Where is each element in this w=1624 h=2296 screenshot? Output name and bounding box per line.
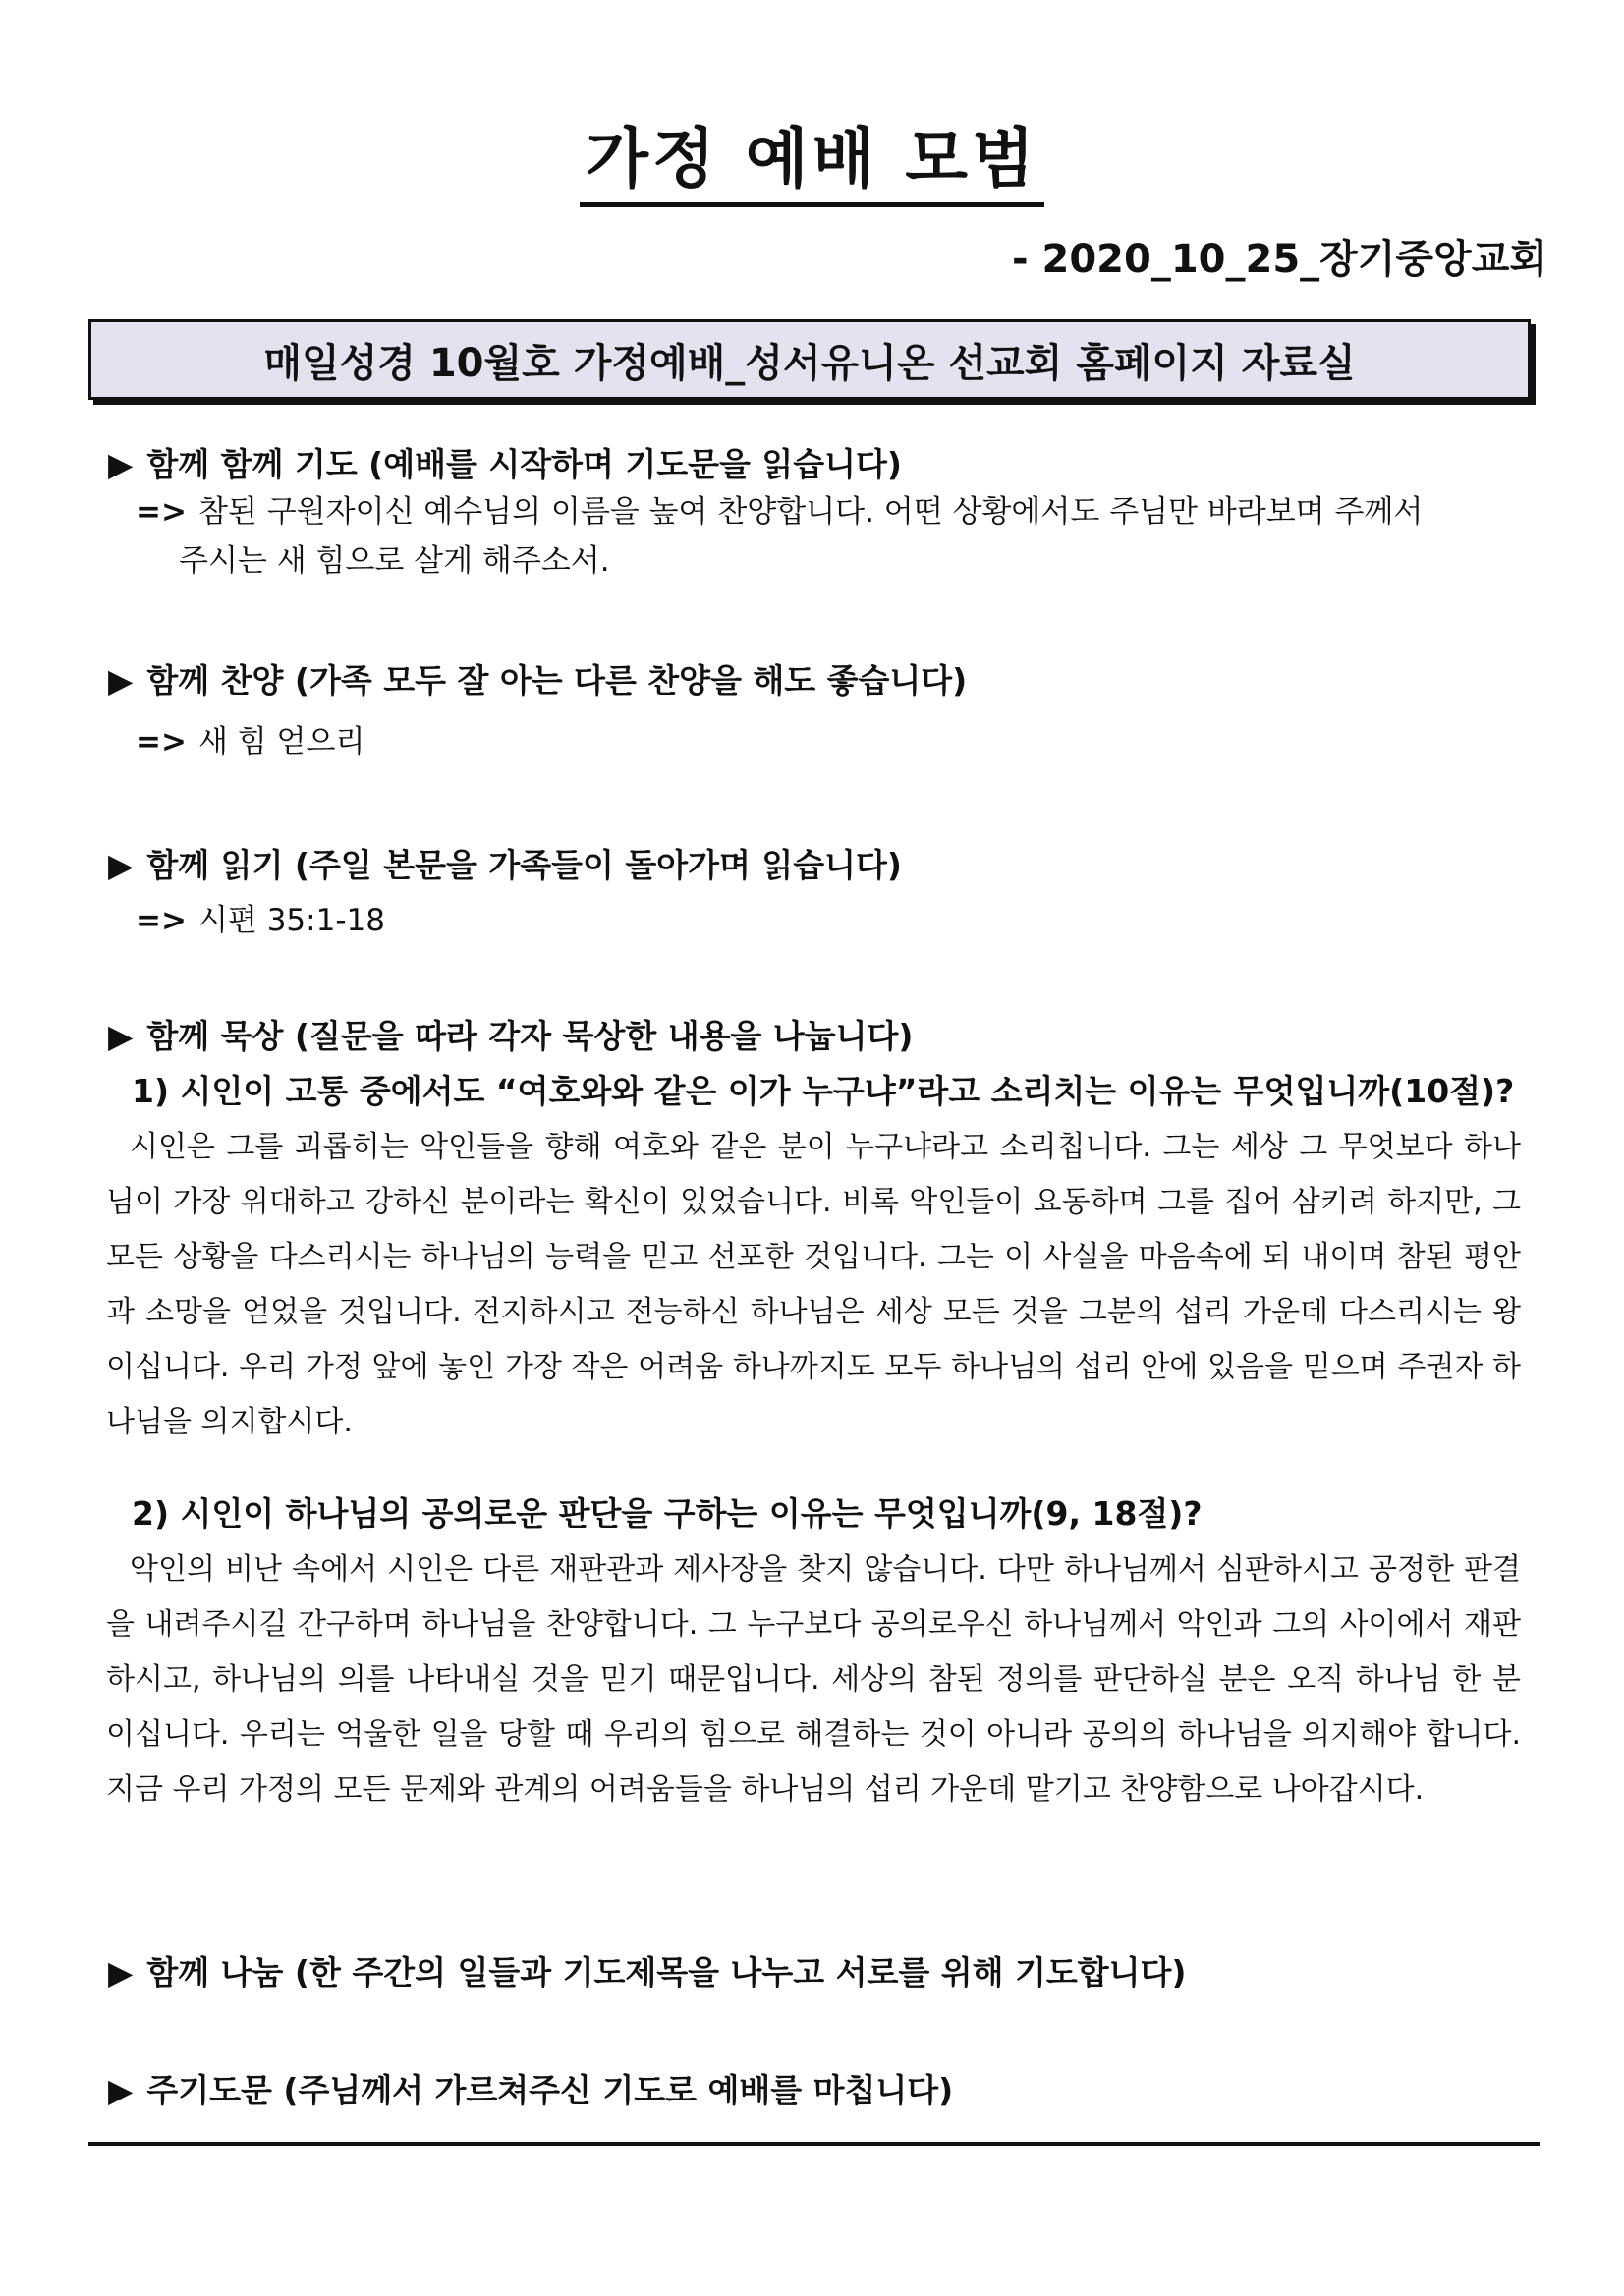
section-heading: ▶ 주기도문 (주님께서 가르쳐주신 기도로 예배를 마칩니다): [108, 2068, 1542, 2113]
triangle-bullet-icon: ▶: [108, 1017, 134, 1055]
reading-passage: => 시편 35:1-18: [136, 903, 385, 938]
section-heading: ▶ 함께 읽기 (주일 본문을 가족들이 돌아가며 읽습니다): [108, 843, 1542, 888]
triangle-bullet-icon: ▶: [108, 1953, 134, 1991]
triangle-bullet-icon: ▶: [108, 2071, 134, 2109]
triangle-bullet-icon: ▶: [108, 661, 134, 700]
praise-song: => 새 힘 얻으리: [136, 724, 365, 759]
triangle-bullet-icon: ▶: [108, 445, 134, 483]
meditation-answer-2: 악인의 비난 속에서 시인은 다른 재판관과 제사장을 찾지 않습니다. 다만 하나님께서 심판하시고 공정한 판결을 내려주시길 간구하며 하나님을 찬양합니다. 그 누구보다 공의로우신 하나님께서 악인과 그의 사이에서 재판하시고, 하나님의 의를 나타내실 것을 믿기 때문입니다. 세상의 참된 정의를 판단하실 분은 오직 하나님 한 분 이십니다. 우리는 억울한 일을 당할 때 우리의 힘으로 해결하는 것이 아니라 공의의 하나님을 의지해야 합니다. 지금 우리 가정의 모든 문제와 관계의 어려움들을 하나님의 섭리 가운데 맡기고 찬양함으로 나아갑시다.: [106, 1552, 1521, 1807]
section-heading: ▶ 함께 함께 기도 (예배를 시작하며 기도문을 읽습니다): [108, 442, 1542, 487]
section-meditation: [108, 1014, 1542, 1818]
arrow-icon: =>: [136, 903, 187, 938]
section-sharing: [108, 1950, 1542, 1995]
section-prayer: [108, 442, 1542, 586]
date-church-line: - 2020_10_25_장기중앙교회: [1011, 237, 1547, 282]
bottom-divider: [88, 2142, 1540, 2146]
section-heading: ▶ 함께 찬양 (가족 모두 잘 아는 다른 찬양을 해도 좋습니다): [108, 658, 1542, 703]
section-heading: ▶ 함께 나눔 (한 주간의 일들과 기도제목을 나누고 서로를 위해 기도합니다): [108, 1950, 1542, 1995]
meditation-question-1: 1) 시인이 고통 중에서도 “여호와와 같은 이가 누구냐”라고 소리치는 이유는 무엇입니까(10절)?: [132, 1072, 1515, 1110]
meditation-answer-1: 시인은 그를 괴롭히는 악인들을 향해 여호와 같은 분이 누구냐라고 소리칩니다. 그는 세상 그 무엇보다 하나님이 가장 위대하고 강하신 분이라는 확신이 있었습니다. 비록 악인들이 요동하며 그를 집어 삼키려 하지만, 그 모든 상황을 다스리시는 하나님의 능력을 믿고 선포한 것입니다. 그는 이 사실을 마음속에 되 내이며 참된 평안과 소망을 얻었을 것입니다. 전지하시고 전능하신 하나님은 세상 모든 것을 그분의 섭리 가운데 다스리시는 왕이십니다. 우리 가정 앞에 놓인 가장 작은 어려움 하나까지도 모두 하나님의 섭리 안에 있음을 믿으며 주권자 하나님을 의지합시다.: [106, 1130, 1521, 1439]
section-lords-prayer: [108, 2068, 1542, 2113]
section-reading: [108, 843, 1542, 945]
section-praise: [108, 658, 1542, 766]
arrow-icon: =>: [136, 494, 187, 530]
prayer-text-continued: 주시는 새 힘으로 살게 해주소서.: [179, 543, 610, 579]
arrow-icon: =>: [136, 724, 187, 759]
prayer-text: => 참된 구원자이신 예수님의 이름을 높여 찬양합니다. 어떤 상황에서도 주님만 바라보며 주께서: [136, 494, 1424, 530]
triangle-bullet-icon: ▶: [108, 846, 134, 884]
section-heading: ▶ 함께 묵상 (질문을 따라 각자 묵상한 내용을 나눕니다): [108, 1014, 1542, 1059]
page-title: 가정 예배 모범: [0, 106, 1624, 199]
meditation-question-2: 2) 시인이 하나님의 공의로운 판단을 구하는 이유는 무엇입니까(9, 18절)?: [132, 1494, 1203, 1533]
source-banner: 매일성경 10월호 가정예배_성서유니온 선교회 홈페이지 자료실: [88, 319, 1531, 400]
